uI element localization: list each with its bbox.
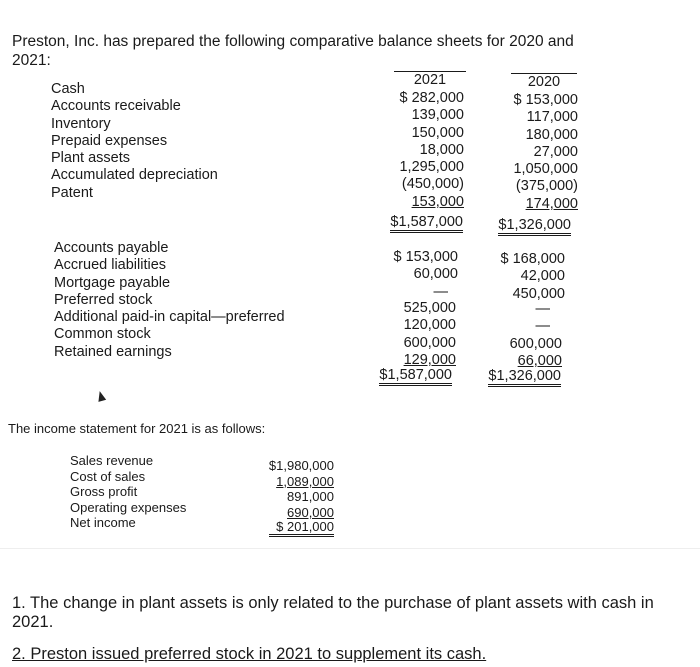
value-2020-accrued-liabilities: 42,000 [520, 268, 565, 285]
year-header-2021: 2021 [413, 72, 447, 88]
liability-labels [54, 240, 285, 361]
liability-label-preferred-stock: Preferred stock [54, 291, 153, 308]
liability-label-mortgage-payable: Mortgage payable [54, 274, 171, 291]
value-2021-common-stock: 600,000 [403, 334, 456, 351]
income-values [269, 458, 334, 537]
total-assets-2020: $1,326,000 [498, 218, 571, 236]
liability-label-common-stock: Common stock [54, 326, 151, 343]
asset-label-plant-assets: Plant assets [51, 150, 130, 167]
value-2020-plant-assets: 1,050,000 [513, 161, 578, 178]
income-value-operating-expenses: 690,000 [287, 504, 334, 520]
value-2021-inventory: 150,000 [411, 124, 464, 141]
cursor-arrow-icon [96, 390, 106, 402]
income-value-sales-revenue: $1,980,000 [268, 458, 334, 473]
value-2021-accounts-receivable: 139,000 [411, 107, 464, 124]
value-2021-prepaid-expenses: 18,000 [419, 141, 464, 158]
value-2020-cash: $ 153,000 [513, 92, 578, 108]
value-2021-preferred-stock: 525,000 [403, 300, 456, 316]
section-divider [0, 548, 700, 549]
assets-2021-column [399, 90, 464, 211]
value-2021-mortgage-payable: — [433, 283, 448, 300]
note-2: 2. Preston issued preferred stock in 2021 to supplement its cash. [12, 645, 487, 663]
value-2020-apic-preferred: — [535, 318, 550, 335]
liability-label-accounts-payable: Accounts payable [54, 240, 169, 256]
value-2021-accounts-payable: $ 153,000 [393, 249, 458, 265]
value-2020-patent: 174,000 [525, 195, 578, 212]
value-2020-prepaid-expenses: 27,000 [533, 143, 578, 160]
value-2020-retained-earnings: 66,000 [517, 352, 562, 369]
equity-2020-column [510, 301, 562, 370]
value-2021-patent: 153,000 [411, 193, 464, 210]
note-1: 1. The change in plant assets is only related to the purchase of plant assets with cash in 2021. [12, 594, 654, 631]
income-label-gross-profit: Gross profit [70, 484, 138, 500]
income-value-net-income: $ 201,000 [269, 520, 334, 537]
asset-label-accounts-receivable: Accounts receivable [51, 98, 181, 115]
total-liabilities-2020: $1,326,000 [488, 369, 561, 387]
income-label-cost-of-sales: Cost of sales [70, 468, 146, 484]
value-2020-mortgage-payable: 450,000 [512, 285, 565, 302]
value-2020-inventory: 180,000 [525, 126, 578, 143]
value-2020-accounts-payable: $ 168,000 [500, 251, 565, 267]
liability-label-apic-preferred: Additional paid-in capital—preferred [54, 309, 285, 326]
liabilities-2021-top [393, 249, 458, 301]
total-liabilities-2021: $1,587,000 [379, 368, 452, 386]
liability-label-accrued-liabilities: Accrued liabilities [54, 257, 167, 274]
income-label-sales-revenue: Sales revenue [70, 453, 154, 468]
asset-label-patent: Patent [51, 184, 93, 201]
income-label-net-income: Net income [70, 515, 136, 531]
intro-text: Preston, Inc. has prepared the following comparative balance sheets for 2020 and 2021: [12, 33, 574, 69]
value-2020-common-stock: 600,000 [509, 335, 562, 352]
income-value-cost-of-sales: 1,089,000 [276, 473, 334, 489]
value-2021-retained-earnings: 129,000 [403, 351, 456, 368]
value-2020-preferred-stock: — [535, 301, 550, 317]
value-2021-cash: $ 282,000 [399, 90, 464, 106]
asset-label-cash: Cash [51, 81, 85, 97]
equity-2021-column [404, 300, 456, 369]
total-assets-2021: $1,587,000 [390, 215, 463, 233]
asset-label-accumulated-depreciation: Accumulated depreciation [51, 167, 218, 184]
liability-label-retained-earnings: Retained earnings [54, 343, 172, 360]
year-header-2020: 2020 [527, 74, 561, 90]
value-2020-accounts-receivable: 117,000 [526, 109, 578, 126]
income-statement-title: The income statement for 2021 is as follows: [8, 421, 266, 436]
income-value-gross-profit: 891,000 [287, 489, 334, 505]
value-2021-accrued-liabilities: 60,000 [413, 266, 458, 283]
asset-label-prepaid-expenses: Prepaid expenses [51, 132, 168, 149]
liabilities-2020-top [500, 251, 565, 303]
assets-2020-column [513, 92, 578, 213]
value-2021-accumulated-depreciation: (450,000) [401, 176, 464, 193]
asset-label-inventory: Inventory [51, 115, 111, 132]
income-labels [70, 453, 186, 531]
value-2020-accumulated-depreciation: (375,000) [515, 178, 578, 195]
income-label-operating-expenses: Operating expenses [70, 499, 187, 515]
asset-labels [51, 81, 218, 202]
value-2021-apic-preferred: 120,000 [403, 317, 456, 334]
value-2021-plant-assets: 1,295,000 [399, 159, 464, 176]
